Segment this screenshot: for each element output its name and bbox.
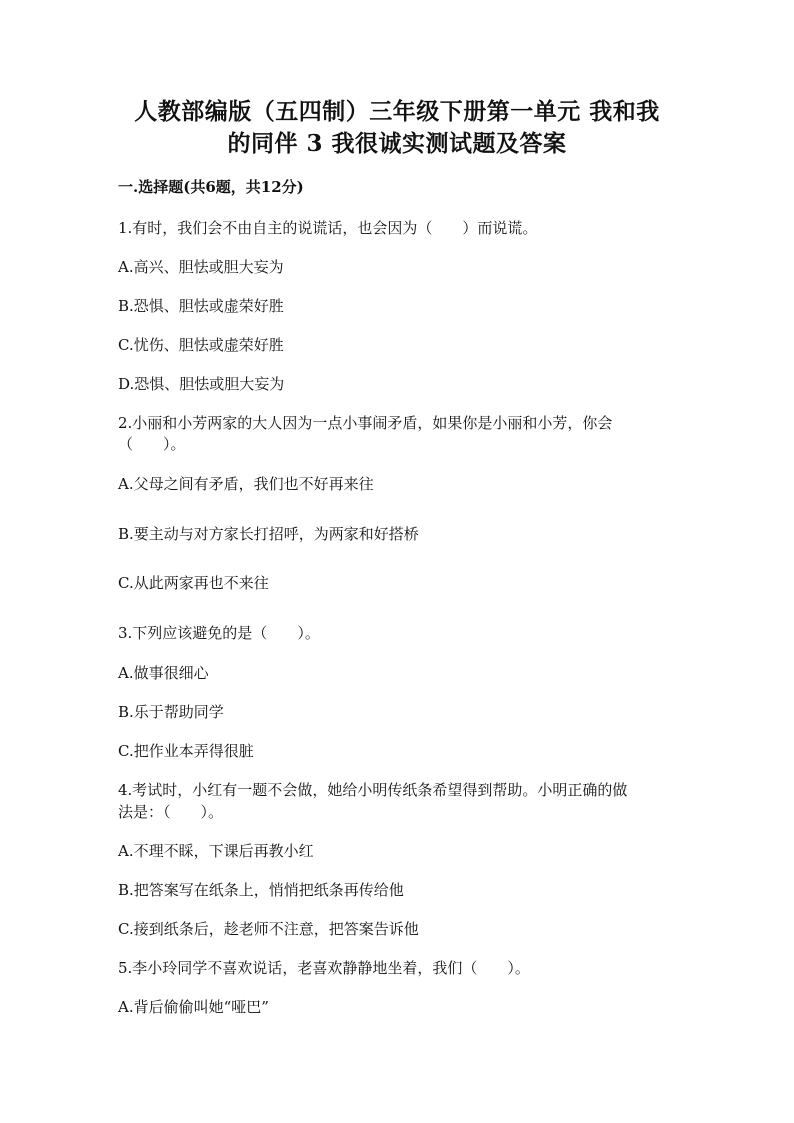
question-3-stem: 3.下列应该避免的是（ ）。 <box>118 624 320 642</box>
question-2-option-b: B.要主动与对方家长打招呼，为两家和好搭桥 <box>118 525 419 543</box>
question-4-option-a: A.不理不睬，下课后再教小红 <box>118 842 314 860</box>
question-4-option-c: C.接到纸条后，趁老师不注意，把答案告诉他 <box>118 920 419 938</box>
question-1-option-d: D.恐惧、胆怯或胆大妄为 <box>118 375 285 393</box>
page-title-line-1: 人教部编版（五四制）三年级下册第一单元 我和我 <box>134 98 660 125</box>
question-3-option-c: C.把作业本弄得很脏 <box>118 742 254 760</box>
question-3-option-a: A.做事很细心 <box>118 664 209 682</box>
question-2-stem-line-1: 2.小丽和小芳两家的大人因为一点小事闹矛盾，如果你是小丽和小芳，你会 <box>118 414 613 432</box>
question-1-stem: 1.有时，我们会不由自主的说谎话，也会因为（ ）而说谎。 <box>118 219 538 237</box>
question-2-option-c: C.从此两家再也不来往 <box>118 574 269 592</box>
question-5-option-a: A.背后偷偷叫她“哑巴” <box>118 998 269 1016</box>
question-1-option-c: C.忧伤、胆怯或虚荣好胜 <box>118 336 284 354</box>
question-4-option-b: B.把答案写在纸条上，悄悄把纸条再传给他 <box>118 881 404 899</box>
question-1-option-b: B.恐惧、胆怯或虚荣好胜 <box>118 297 284 315</box>
page-title-line-2: 的同伴 3 我很诚实测试题及答案 <box>227 130 567 157</box>
question-1-option-a: A.高兴、胆怯或胆大妄为 <box>118 258 284 276</box>
question-3-option-b: B.乐于帮助同学 <box>118 703 224 721</box>
question-2-stem-line-2: （ ）。 <box>118 435 186 453</box>
question-4-stem-line-2: 法是：（ ）。 <box>118 803 224 821</box>
question-4-stem-line-1: 4.考试时，小红有一题不会做，她给小明传纸条希望得到帮助。小明正确的做 <box>118 781 628 799</box>
question-2-option-a: A.父母之间有矛盾，我们也不好再来往 <box>118 475 374 493</box>
question-5-stem: 5.李小玲同学不喜欢说话，老喜欢静静地坐着，我们（ ）。 <box>118 959 530 977</box>
section-heading: 一.选择题(共6题，共12分) <box>118 178 304 196</box>
